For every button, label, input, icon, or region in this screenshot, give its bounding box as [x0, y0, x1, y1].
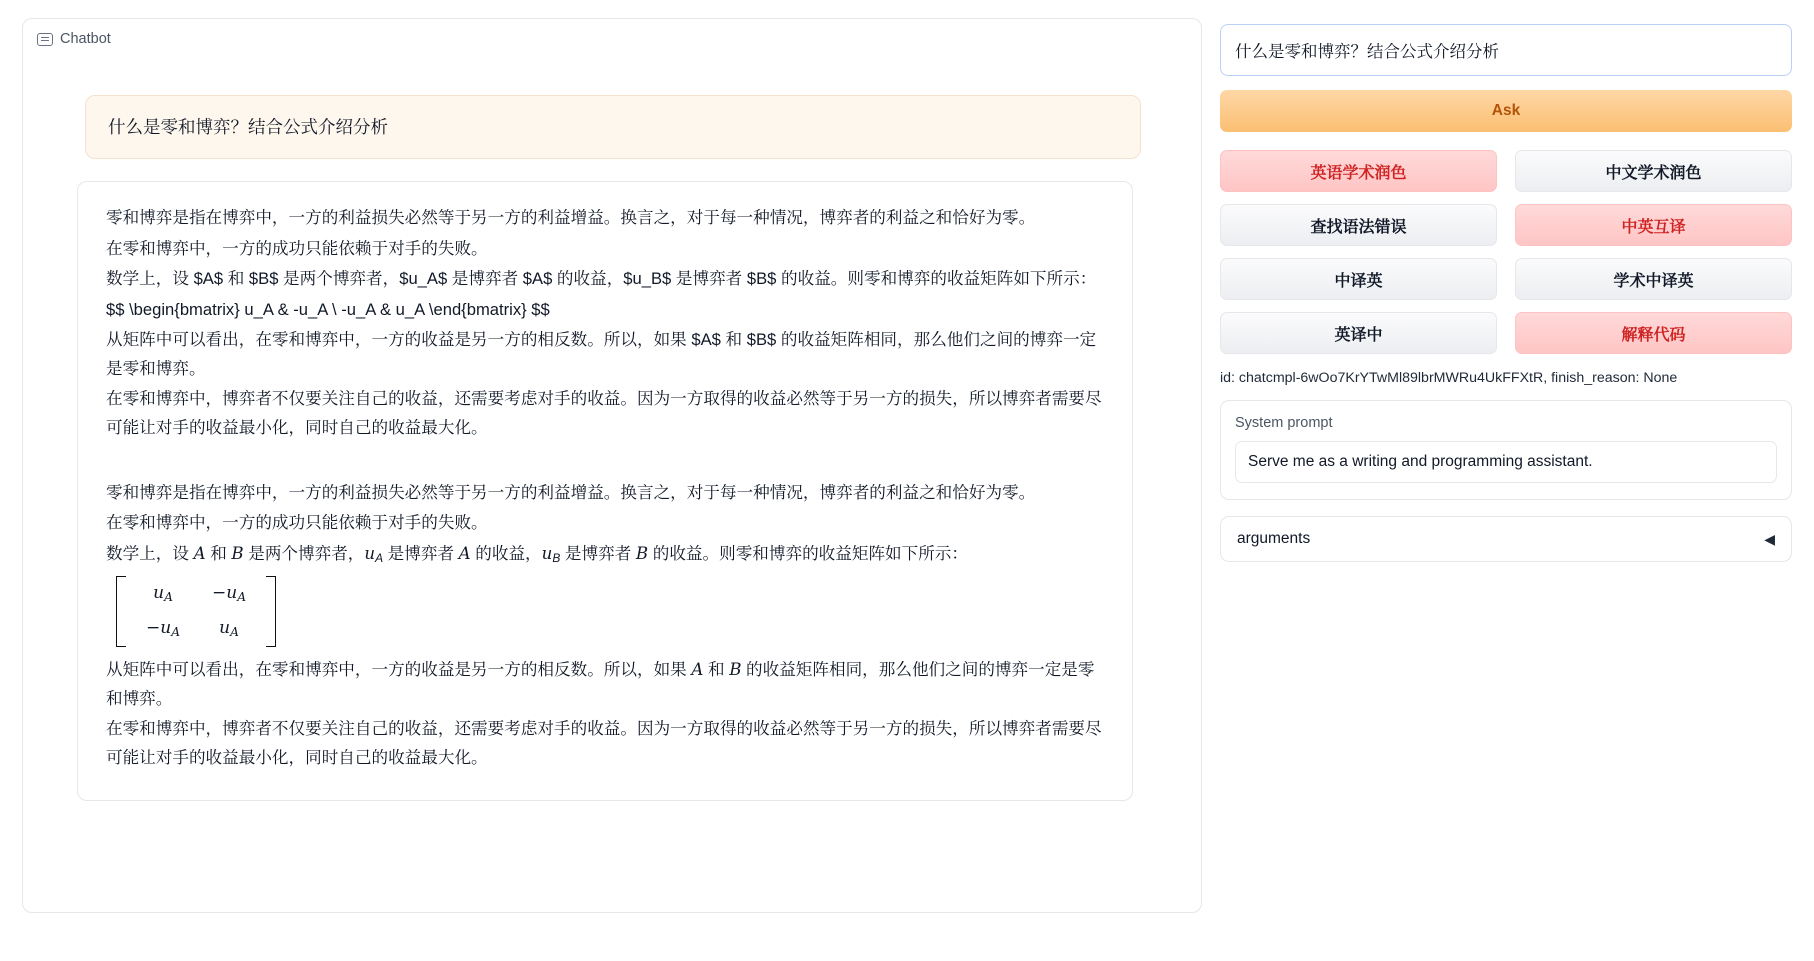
- frag: 的收益，: [470, 543, 542, 563]
- matrix-cell: [130, 576, 196, 611]
- user-message-bubble: [85, 95, 1141, 159]
- preset-button-cn-to-en[interactable]: 中译英: [1220, 258, 1497, 300]
- ask-button[interactable]: Ask: [1220, 90, 1792, 132]
- matrix-cell: [196, 576, 262, 611]
- payoff-matrix: [116, 576, 276, 646]
- preset-button-english-polish[interactable]: 英语学术润色: [1220, 150, 1497, 192]
- arguments-accordion-label: arguments: [1237, 530, 1311, 547]
- bot-raw-p2: 在零和博弈中，一方的成功只能依赖于对手的失败。: [106, 238, 488, 258]
- preset-button-academic-cn-to-en[interactable]: 学术中译英: [1515, 258, 1792, 300]
- bot-raw-p6: 在零和博弈中，博弈者不仅要关注自己的收益，还需要考虑对手的收益。因为一方取得的收益必然等于另一方的损失，所以博弈者需要尽可能让对手的收益最小化，同时自己的收益最大化。: [106, 389, 1102, 437]
- user-message-text: 什么是零和博弈？结合公式介绍分析: [108, 117, 388, 137]
- bot-raw-p1: 零和博弈是指在博弈中，一方的利益损失必然等于另一方的利益增益。换言之，对于每一种情况，博弈者的利益之和恰好为零。: [106, 208, 1036, 228]
- matrix-bracket-left: [116, 576, 126, 646]
- preset-button-grid: [1220, 150, 1792, 354]
- matrix-row: [130, 611, 262, 646]
- bot-rendered-p1: 零和博弈是指在博弈中，一方的利益损失必然等于另一方的利益增益。换言之，对于每一种情况，博弈者的利益之和恰好为零。: [106, 482, 1036, 502]
- math-var-b3: B: [729, 660, 742, 680]
- matrix-table: [130, 576, 262, 646]
- cell-base: −u: [146, 618, 172, 639]
- system-prompt-label: System prompt: [1235, 415, 1333, 431]
- system-prompt-group: [1220, 400, 1792, 500]
- cell-base: −u: [212, 583, 238, 604]
- frag: 的收益。则零和博弈的收益矩阵如下所示：: [648, 543, 968, 563]
- message-spacer: [106, 445, 1108, 479]
- matrix-cell: [130, 611, 196, 646]
- frag: 的收益矩阵相同，那么他们之间的博弈一定是零和博弈。: [106, 660, 1095, 708]
- preset-button-grammar-check[interactable]: 查找语法错误: [1220, 204, 1497, 246]
- bot-raw-p5: 从矩阵中可以看出，在零和博弈中，一方的收益是另一方的相反数。所以，如果 $A$ 和 $B$ 的收益矩阵相同，那么他们之间的博弈一定是零和博弈。: [106, 330, 1097, 378]
- cell-sub: A: [230, 625, 239, 640]
- system-prompt-input[interactable]: [1235, 441, 1777, 483]
- math-var-b2: B: [635, 543, 649, 563]
- frag: 数学上，设: [106, 543, 194, 563]
- message-list: [23, 71, 1201, 912]
- chatbot-label-text: Chatbot: [60, 31, 111, 47]
- matrix-cell: [196, 611, 262, 646]
- frag: 是博弈者: [560, 543, 636, 563]
- control-panel: [1220, 18, 1792, 961]
- cell-sub: A: [171, 625, 181, 640]
- preset-button-cn-en-translate[interactable]: 中英互译: [1515, 204, 1792, 246]
- preset-button-en-to-cn[interactable]: 英译中: [1220, 312, 1497, 354]
- matrix-row: [130, 576, 262, 611]
- chatbot-panel: [22, 18, 1202, 913]
- cell-base: u: [153, 583, 165, 604]
- math-u: u: [364, 543, 376, 563]
- bot-rendered-p2: 在零和博弈中，一方的成功只能依赖于对手的失败。: [106, 513, 488, 533]
- chevron-left-icon[interactable]: ◀: [1764, 530, 1775, 547]
- arguments-accordion[interactable]: [1220, 516, 1792, 562]
- math-var-b: B: [231, 543, 244, 563]
- bot-rendered-p6: 在零和博弈中，博弈者不仅要关注自己的收益，还需要考虑对手的收益。因为一方取得的收益必然等于另一方的损失，所以博弈者需要尽可能让对手的收益最小化，同时自己的收益最大化。: [106, 719, 1102, 767]
- preset-button-chinese-polish[interactable]: 中文学术润色: [1515, 150, 1792, 192]
- chatbot-panel-label: [37, 31, 111, 47]
- frag: 从矩阵中可以看出，在零和博弈中，一方的收益是另一方的相反数。所以，如果: [106, 660, 692, 680]
- frag: 和: [703, 660, 730, 680]
- math-u2: u: [541, 543, 553, 563]
- bot-raw-p4: $$ \begin{bmatrix} u_A & -u_A \ -u_A & u_A \end{bmatrix} $$: [106, 299, 550, 319]
- chat-icon: [37, 33, 53, 46]
- frag: 是博弈者: [383, 543, 459, 563]
- bot-rendered-p5: [106, 656, 1108, 713]
- cell-base: u: [219, 618, 231, 639]
- completion-meta: id: chatcmpl-6wOo7KrYTwMl89lbrMWRu4UkFFXtR, finish_reason: None: [1220, 370, 1678, 386]
- cell-sub: A: [164, 590, 173, 605]
- preset-button-explain-code[interactable]: 解释代码: [1515, 312, 1792, 354]
- frag: 和: [205, 543, 232, 563]
- bot-message-bubble: [77, 181, 1133, 801]
- math-var-a2: A: [458, 543, 471, 563]
- math-u-sub: A: [375, 550, 384, 565]
- math-u2-sub: B: [552, 550, 561, 565]
- frag: 是两个博弈者，: [243, 543, 365, 563]
- bot-raw-p3: 数学上，设 $A$ 和 $B$ 是两个博弈者，$u_A$ 是博弈者 $A$ 的收益，$u_B$ 是博弈者 $B$ 的收益。则零和博弈的收益矩阵如下所示：: [106, 269, 1097, 289]
- matrix-bracket-right: [266, 576, 276, 646]
- math-var-a3: A: [691, 660, 704, 680]
- cell-sub: A: [237, 590, 247, 605]
- bot-rendered-p3: [106, 540, 1108, 569]
- math-var-a: A: [193, 543, 206, 563]
- prompt-input[interactable]: [1220, 24, 1792, 76]
